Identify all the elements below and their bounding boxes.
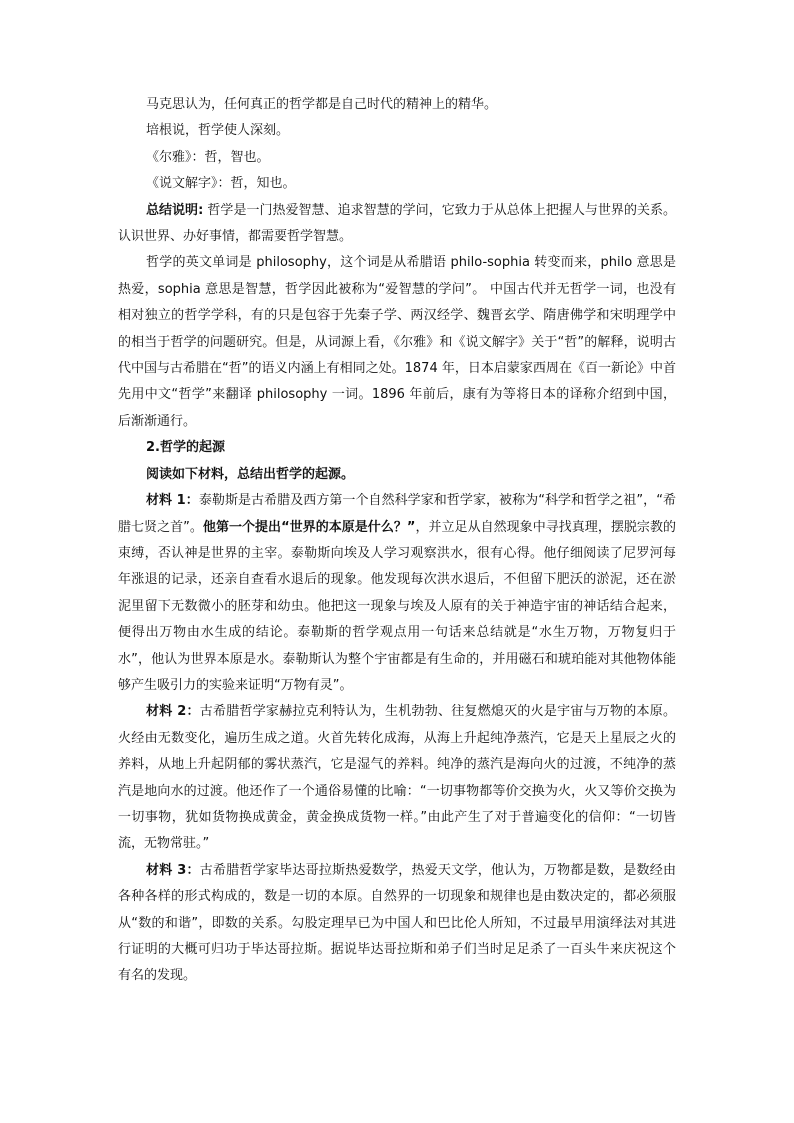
- quote-bacon: 培根说，哲学使人深刻。: [146, 123, 290, 139]
- summary-label: 总结说明:: [146, 202, 204, 218]
- section-instruction: 阅读如下材料，总结出哲学的起源。: [146, 466, 355, 482]
- material-highlight: 他第一个提出“世界的本原是什么？”: [202, 519, 416, 535]
- document-page: [118, 92, 676, 990]
- material-label: 材料 2：: [146, 704, 200, 720]
- material-2: 材料 2：古希腊哲学家赫拉克利特认为，生机勃勃、往复燃熄灭的火是宇宙与万物的本原。火经由无数变化，遍历生成之道。火首先转化成海，从海上升起纯净蒸汽，它是天上星辰之火的养料，从地上升起阴郁的雾状蒸汽，它是湿气的养料。纯净的蒸汽是海向火的过渡，不纯净的蒸汽是地向水的过渡。他还作了一个通俗易懂的比喻：“一切事物都等价交换为火，火又等价交换为一切事物，犹如货物换成黄金，黄金换成货物一样。”由此产生了对于普遍变化的信仰：“一切皆流，无物常驻。”: [118, 704, 676, 852]
- summary-paragraph: [118, 198, 676, 251]
- material-3: 材料 3：古希腊哲学家毕达哥拉斯热爱数学，热爱天文学，他认为，万物都是数，是数经由各种各样的形式构成的，数是一切的本原。自然界的一切现象和规律也是由数决定的，都必须服从“数的和谐”，即数的关系。勾股定理早已为中国人和巴比伦人所知，不过最早用演绎法对其进行证明的大概可归功于毕达哥拉斯。据说毕达哥拉斯和弟子们当时足足杀了一百头牛来庆祝这个有名的发现。: [118, 862, 676, 984]
- etymology-paragraph: 哲学的英文单词是 philosophy，这个词是从希腊语 philo-sophia 转变而来，philo 意思是热爱，sophia 意思是智慧，哲学因此被称为“爱智慧的学问”。 中国古代并无哲学一词，也没有相对独立的哲学学科，有的只是包容于先秦子学、两汉经学、魏晋玄学、隋唐佛学和宋明理学中的相当于哲学的问题研究。但是，从词源上看，《尔雅》和《说文解字》关于“哲”的解释，说明古代中国与古希腊在“哲”的语义内涵上有相同之处。1874 年，日本启蒙家西周在《百一新论》中首先用中文“哲学”来翻译 philosophy 一词。1896 年前后，康有为等将日本的译称介绍到中国，后渐渐通行。: [118, 255, 676, 429]
- material-label: 材料 1：: [146, 493, 199, 509]
- material-1: 材料 1：泰勒斯是古希腊及西方第一个自然科学家和哲学家，被称为“科学和哲学之祖”，“希腊七贤之首”。他第一个提出“世界的本原是什么？”，并立足从自然现象中寻找真理，摆脱宗教的束缚，否认神是世界的主宰。泰勒斯向埃及人学习观察洪水，很有心得。他仔细阅读了尼罗河每年涨退的记录，还亲自查看水退后的现象。他发现每次洪水退后，不但留下肥沃的淤泥，还在淤泥里留下无数微小的胚芽和幼虫。他把这一现象与埃及人原有的关于神造宇宙的神话结合起来，便得出万物由水生成的结论。泰勒斯的哲学观点用一句话来总结就是“水生万物，万物复归于水”，他认为世界本原是水。泰勒斯认为整个宇宙都是有生命的，并用磁石和琥珀能对其他物体能够产生吸引力的实验来证明“万物有灵”。: [118, 493, 676, 693]
- material-label: 材料 3：: [146, 862, 200, 878]
- quote-erya: 《尔雅》：哲，智也。: [146, 149, 270, 165]
- quote-marx: 马克思认为，任何真正的哲学都是自己时代的精神上的精华。: [146, 97, 498, 112]
- summary-text: 哲学是一门热爱智慧、追求智慧的学问，它致力于从总体上把握人与世界的关系。认识世界、办好事情，都需要哲学智慧。: [118, 202, 676, 245]
- quote-shuowen: 《说文解字》：哲，知也。: [146, 176, 296, 192]
- section-heading: 2.哲学的起源: [146, 440, 225, 456]
